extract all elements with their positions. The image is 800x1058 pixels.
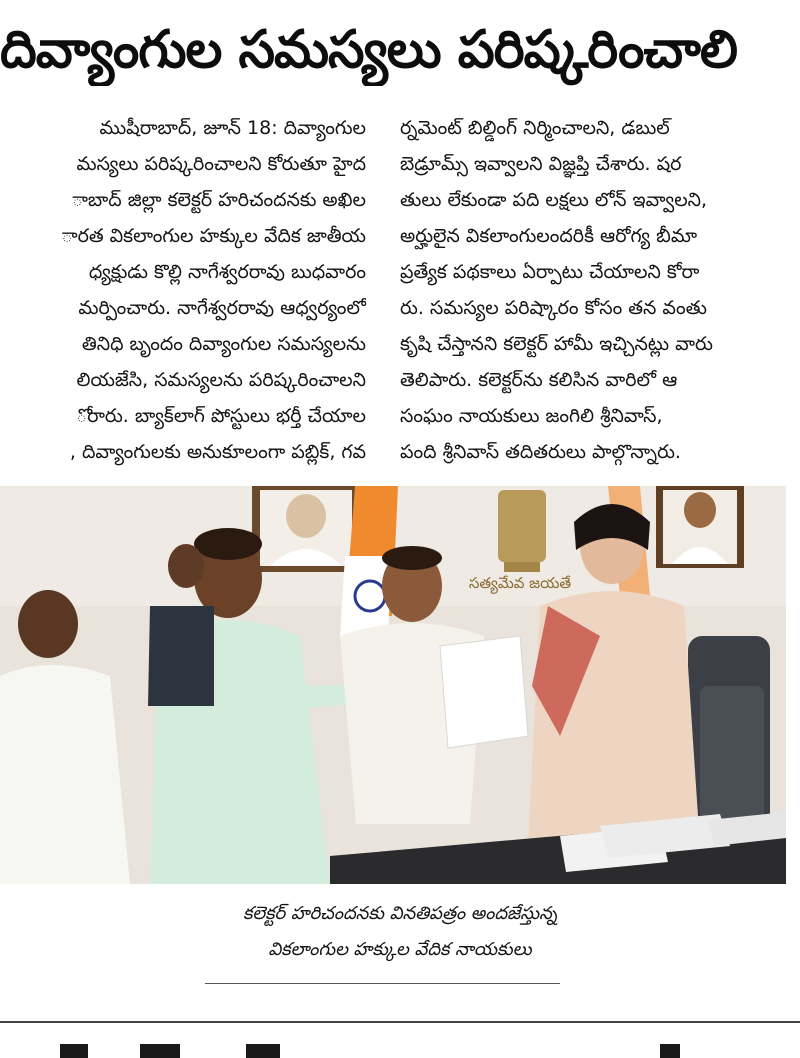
text-line: మర్పించారు. నాగేశ్వరరావు ఆధ్వర్యంలో (78, 297, 366, 319)
text-line: తులు లేకుండా పది లక్షలు లోన్ ఇవ్వాలని, (400, 189, 708, 211)
text-line: ోరారు. బ్యాక్‌లాగ్ పోస్టులు భర్తీ చేయాల (76, 405, 366, 427)
text-line: బెడ్రూమ్స్ ఇవ్వాలని విజ్ఞప్తి చేశారు. షర (400, 153, 682, 175)
portrait-frame-right (656, 486, 744, 568)
text-line: లియజేసి, సమస్యలను పరిష్కరించాలని (76, 369, 366, 391)
text-line: రు. సమస్యల పరిష్కారం కోసం తన వంతు (400, 297, 707, 319)
news-photo (0, 486, 786, 884)
text-line: అర్హులైన వికలాంగులందరికీ ఆరోగ్య బీమా (400, 225, 698, 247)
text-line: ారత వికలాంగుల హక్కుల వేదిక జాతీయ (61, 225, 366, 247)
next-article-fragment (0, 1036, 800, 1058)
caption-line-2: వికలాంగుల హక్కుల వేదిక నాయకులు (268, 939, 532, 960)
article-headline: దివ్యాంగుల సమస్యలు పరిష్కరించాలి (0, 20, 737, 80)
text-line: తెలిపారు. కలెక్టర్‌ను కలిసిన వారిలో ఆ (400, 369, 678, 391)
text-line: ధ్యక్షుడు కొల్లి నాగేశ్వరరావు బుధవారం (88, 261, 366, 283)
fragment-mark (140, 1044, 180, 1058)
text-line: తినిధి బృందం దివ్యాంగుల సమస్యలను (81, 333, 366, 355)
text-line: మస్యలు పరిష్కరించాలని కోరుతూ హైద (76, 153, 366, 175)
fragment-mark (660, 1044, 680, 1058)
office-chair (688, 636, 770, 826)
text-line: ాబాద్ జిల్లా కలెక్టర్ హరిచందనకు అఖిల (72, 189, 366, 211)
news-photo-illustration (0, 486, 786, 884)
page-divider (0, 1021, 800, 1023)
petition-paper (440, 636, 528, 748)
text-line: పంది శ్రీనివాస్ తదితరులు పాల్గొన్నారు. (400, 441, 681, 463)
emblem-motto: సత్యమేవ జయతే (468, 574, 572, 592)
article-column-right (400, 110, 790, 470)
article-column-left (0, 110, 366, 470)
photo-caption (150, 896, 650, 968)
text-line: కృషి చేస్తానని కలెక్టర్ హామీ ఇచ్చినట్లు వారు (400, 333, 713, 355)
text-line: ర్నమెంట్ బిల్డింగ్ నిర్మించాలని, డబుల్ (400, 117, 670, 139)
caption-line-1: కలెక్టర్ హరిచందనకు వినతిపత్రం అందజేస్తున్న (242, 903, 558, 924)
fragment-mark (246, 1044, 280, 1058)
text-line: ప్రత్యేక పథకాలు ఏర్పాటు చేయాలని కోరా (400, 261, 700, 283)
text-line: సంఘం నాయకులు జంగిలి శ్రీనివాస్, (400, 405, 663, 427)
fragment-mark (60, 1044, 88, 1058)
text-line: ముషీరాబాద్, జూన్ 18: దివ్యాంగుల (99, 117, 366, 139)
caption-divider (205, 983, 560, 984)
portrait-frame-left (252, 486, 360, 572)
text-line: , దివ్యాంగులకు అనుకూలంగా పబ్లిక్, గవ (69, 441, 366, 463)
